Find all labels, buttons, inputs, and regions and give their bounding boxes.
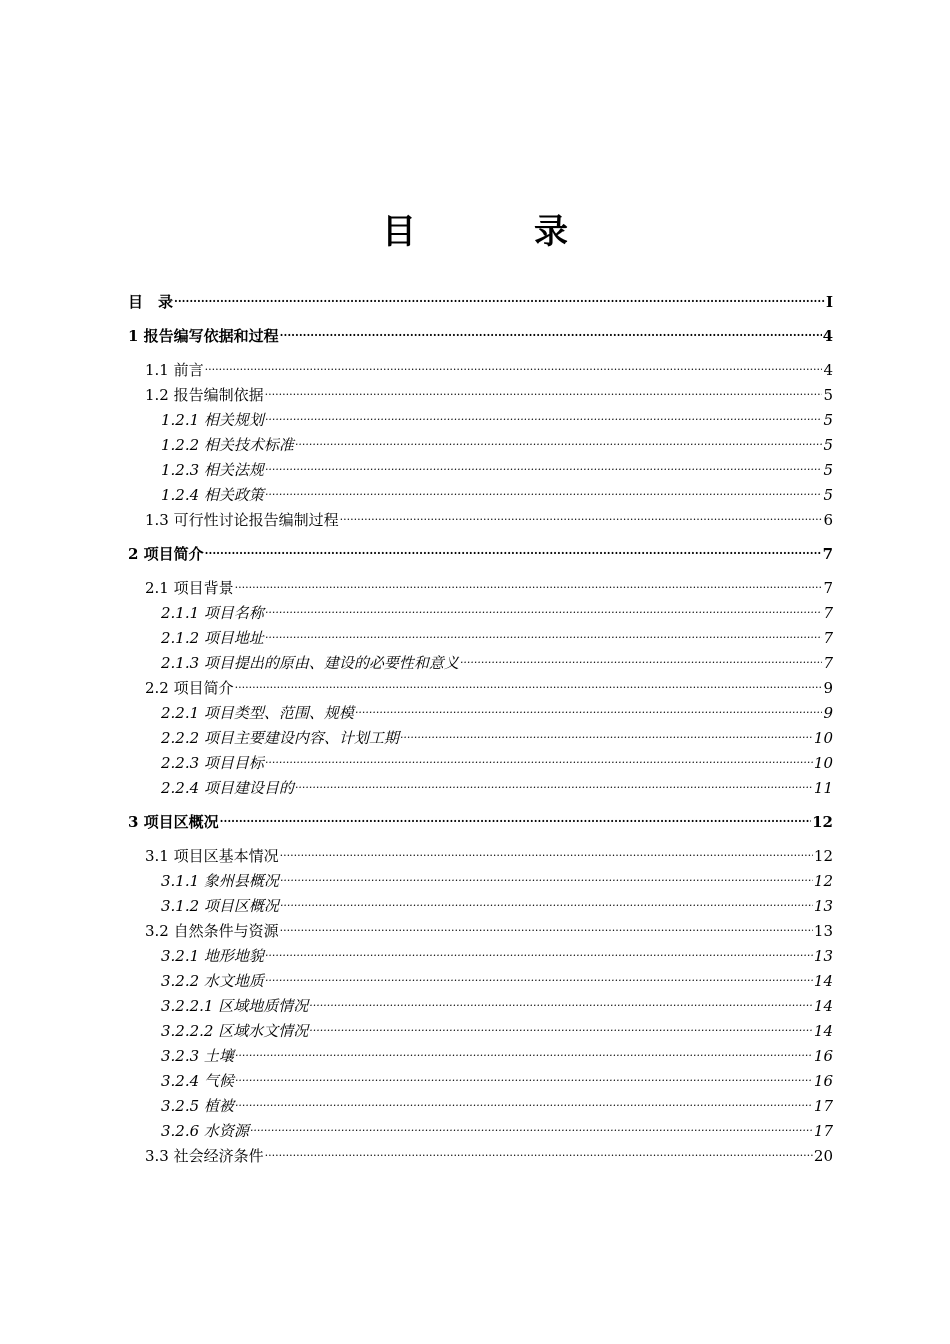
toc-dot-leader (205, 534, 822, 559)
toc-dot-leader (250, 1111, 813, 1136)
toc-entry-page-number: 5 (823, 461, 833, 479)
toc-dot-leader (280, 886, 813, 911)
toc-entry-label: 2.2 项目简介 (145, 679, 234, 697)
toc-entry-label: 3.1.2 项目区概况 (161, 897, 279, 915)
toc-dot-leader (265, 618, 823, 643)
toc-entry-page-number: 14 (813, 1022, 833, 1040)
toc-dot-leader (295, 768, 813, 793)
toc-entry-label: 1.3 可行性讨论报告编制过程 (145, 511, 339, 529)
toc-dot-leader (235, 1036, 813, 1061)
toc-entry-page-number: 17 (813, 1097, 833, 1115)
toc-entry-label: 3.2.6 水资源 (161, 1122, 249, 1140)
toc-entry[interactable] (128, 693, 833, 722)
toc-entry[interactable] (128, 593, 833, 622)
toc-dot-leader (265, 936, 813, 961)
toc-dot-leader (280, 316, 822, 341)
toc-entry-page-number: 4 (822, 327, 833, 345)
toc-dot-leader (235, 568, 823, 593)
toc-entry-page-number: 13 (813, 947, 833, 965)
toc-entry[interactable] (128, 350, 833, 379)
toc-entry[interactable] (128, 802, 833, 831)
toc-dot-leader (265, 450, 823, 475)
toc-entry-label: 2.1 项目背景 (145, 579, 234, 597)
toc-dot-leader (280, 861, 813, 886)
toc-entry-page-number: 12 (813, 872, 833, 890)
toc-dot-leader (220, 802, 811, 827)
toc-entry-page-number: 5 (823, 486, 833, 504)
toc-entry-label: 2.2.3 项目目标 (161, 754, 264, 772)
toc-dot-leader (265, 375, 823, 400)
toc-entry[interactable] (128, 836, 833, 865)
toc-entry-page-number: I (825, 293, 833, 311)
toc-entry-label: 3.1.1 象州县概况 (161, 872, 279, 890)
toc-entry-label: 3.2.3 土壤 (161, 1047, 234, 1065)
toc-entry-label: 2 项目简介 (128, 545, 204, 563)
toc-heading: 目 录 (382, 212, 610, 252)
toc-dot-leader (265, 743, 813, 768)
toc-entry-page-number: 12 (812, 813, 833, 831)
toc-entry-page-number: 10 (813, 754, 833, 772)
toc-entry-page-number: 7 (823, 579, 833, 597)
toc-entry-label: 3.2 自然条件与资源 (145, 922, 279, 940)
toc-dot-leader (235, 1086, 813, 1111)
toc-entry-page-number: 13 (813, 897, 833, 915)
toc-entry-label: 3.2.1 地形地貌 (161, 947, 264, 965)
toc-entry-page-number: 14 (813, 997, 833, 1015)
toc-dot-leader (295, 425, 823, 450)
toc-entry[interactable] (128, 568, 833, 597)
toc-dot-leader (265, 1136, 813, 1161)
toc-dot-leader (174, 282, 825, 307)
toc-dot-leader (205, 350, 823, 375)
toc-entry-label: 1 报告编写依据和过程 (128, 327, 279, 345)
toc-entry-label: 1.2.2 相关技术标准 (161, 436, 294, 454)
toc-entry-label: 2.1.1 项目名称 (161, 604, 264, 622)
toc-dot-leader (280, 911, 813, 936)
toc-entry-label: 2.1.3 项目提出的原由、建设的必要性和意义 (161, 654, 459, 672)
toc-entry-label: 2.2.2 项目主要建设内容、计划工期 (161, 729, 399, 747)
toc-entry[interactable] (128, 375, 833, 404)
table-of-contents (128, 282, 833, 1165)
toc-entry-page-number: 20 (813, 1147, 833, 1165)
toc-entry-page-number: 7 (822, 545, 833, 563)
toc-entry[interactable] (128, 282, 833, 311)
toc-entry-page-number: 12 (813, 847, 833, 865)
toc-dot-leader (235, 1061, 813, 1086)
toc-entry-page-number: 7 (823, 629, 833, 647)
toc-entry-label: 2.2.1 项目类型、范围、规模 (161, 704, 354, 722)
toc-entry-page-number: 7 (823, 654, 833, 672)
toc-entry-label: 3.2.2 水文地质 (161, 972, 264, 990)
toc-entry-label: 1.2 报告编制依据 (145, 386, 264, 404)
toc-dot-leader (309, 1011, 813, 1036)
toc-entry-label: 3.2.2.2 区域水文情况 (161, 1022, 309, 1040)
toc-entry-page-number: 9 (823, 679, 833, 697)
toc-entry-label: 2.2.4 项目建设目的 (161, 779, 294, 797)
toc-dot-leader (265, 961, 813, 986)
toc-dot-leader (265, 475, 823, 500)
toc-entry-label: 3.2.5 植被 (161, 1097, 234, 1115)
toc-entry-label: 3.3 社会经济条件 (145, 1147, 264, 1165)
toc-entry-page-number: 5 (823, 411, 833, 429)
toc-entry-page-number: 4 (823, 361, 833, 379)
toc-entry-label: 3 项目区概况 (128, 813, 219, 831)
toc-entry-page-number: 5 (823, 386, 833, 404)
toc-entry-page-number: 16 (813, 1047, 833, 1065)
toc-dot-leader (280, 836, 813, 861)
toc-entry-label: 目 录 (128, 293, 174, 311)
toc-entry-page-number: 10 (813, 729, 833, 747)
toc-entry-label: 3.1 项目区基本情况 (145, 847, 279, 865)
toc-dot-leader (355, 693, 823, 718)
toc-entry-label: 1.2.3 相关法规 (161, 461, 264, 479)
toc-dot-leader (265, 400, 823, 425)
toc-entry-page-number: 9 (823, 704, 833, 722)
toc-entry-label: 3.2.2.1 区域地质情况 (161, 997, 309, 1015)
toc-entry-page-number: 11 (813, 779, 833, 797)
toc-entry-page-number: 5 (823, 436, 833, 454)
toc-dot-leader (460, 643, 823, 668)
toc-entry-label: 3.2.4 气候 (161, 1072, 234, 1090)
toc-entry[interactable] (128, 668, 833, 697)
toc-entry-page-number: 14 (813, 972, 833, 990)
toc-dot-leader (235, 668, 823, 693)
toc-dot-leader (340, 500, 823, 525)
toc-dot-leader (265, 593, 823, 618)
toc-entry-page-number: 16 (813, 1072, 833, 1090)
toc-dot-leader (309, 986, 813, 1011)
toc-entry-label: 2.1.2 项目地址 (161, 629, 264, 647)
toc-entry-page-number: 13 (813, 922, 833, 940)
toc-entry-page-number: 7 (823, 604, 833, 622)
toc-entry-label: 1.2.4 相关政策 (161, 486, 264, 504)
toc-entry-page-number: 17 (813, 1122, 833, 1140)
toc-dot-leader (400, 718, 813, 743)
toc-entry[interactable] (128, 534, 833, 563)
toc-entry-page-number: 6 (823, 511, 833, 529)
toc-entry[interactable] (128, 316, 833, 345)
toc-entry-label: 1.2.1 相关规划 (161, 411, 264, 429)
toc-entry-label: 1.1 前言 (145, 361, 204, 379)
